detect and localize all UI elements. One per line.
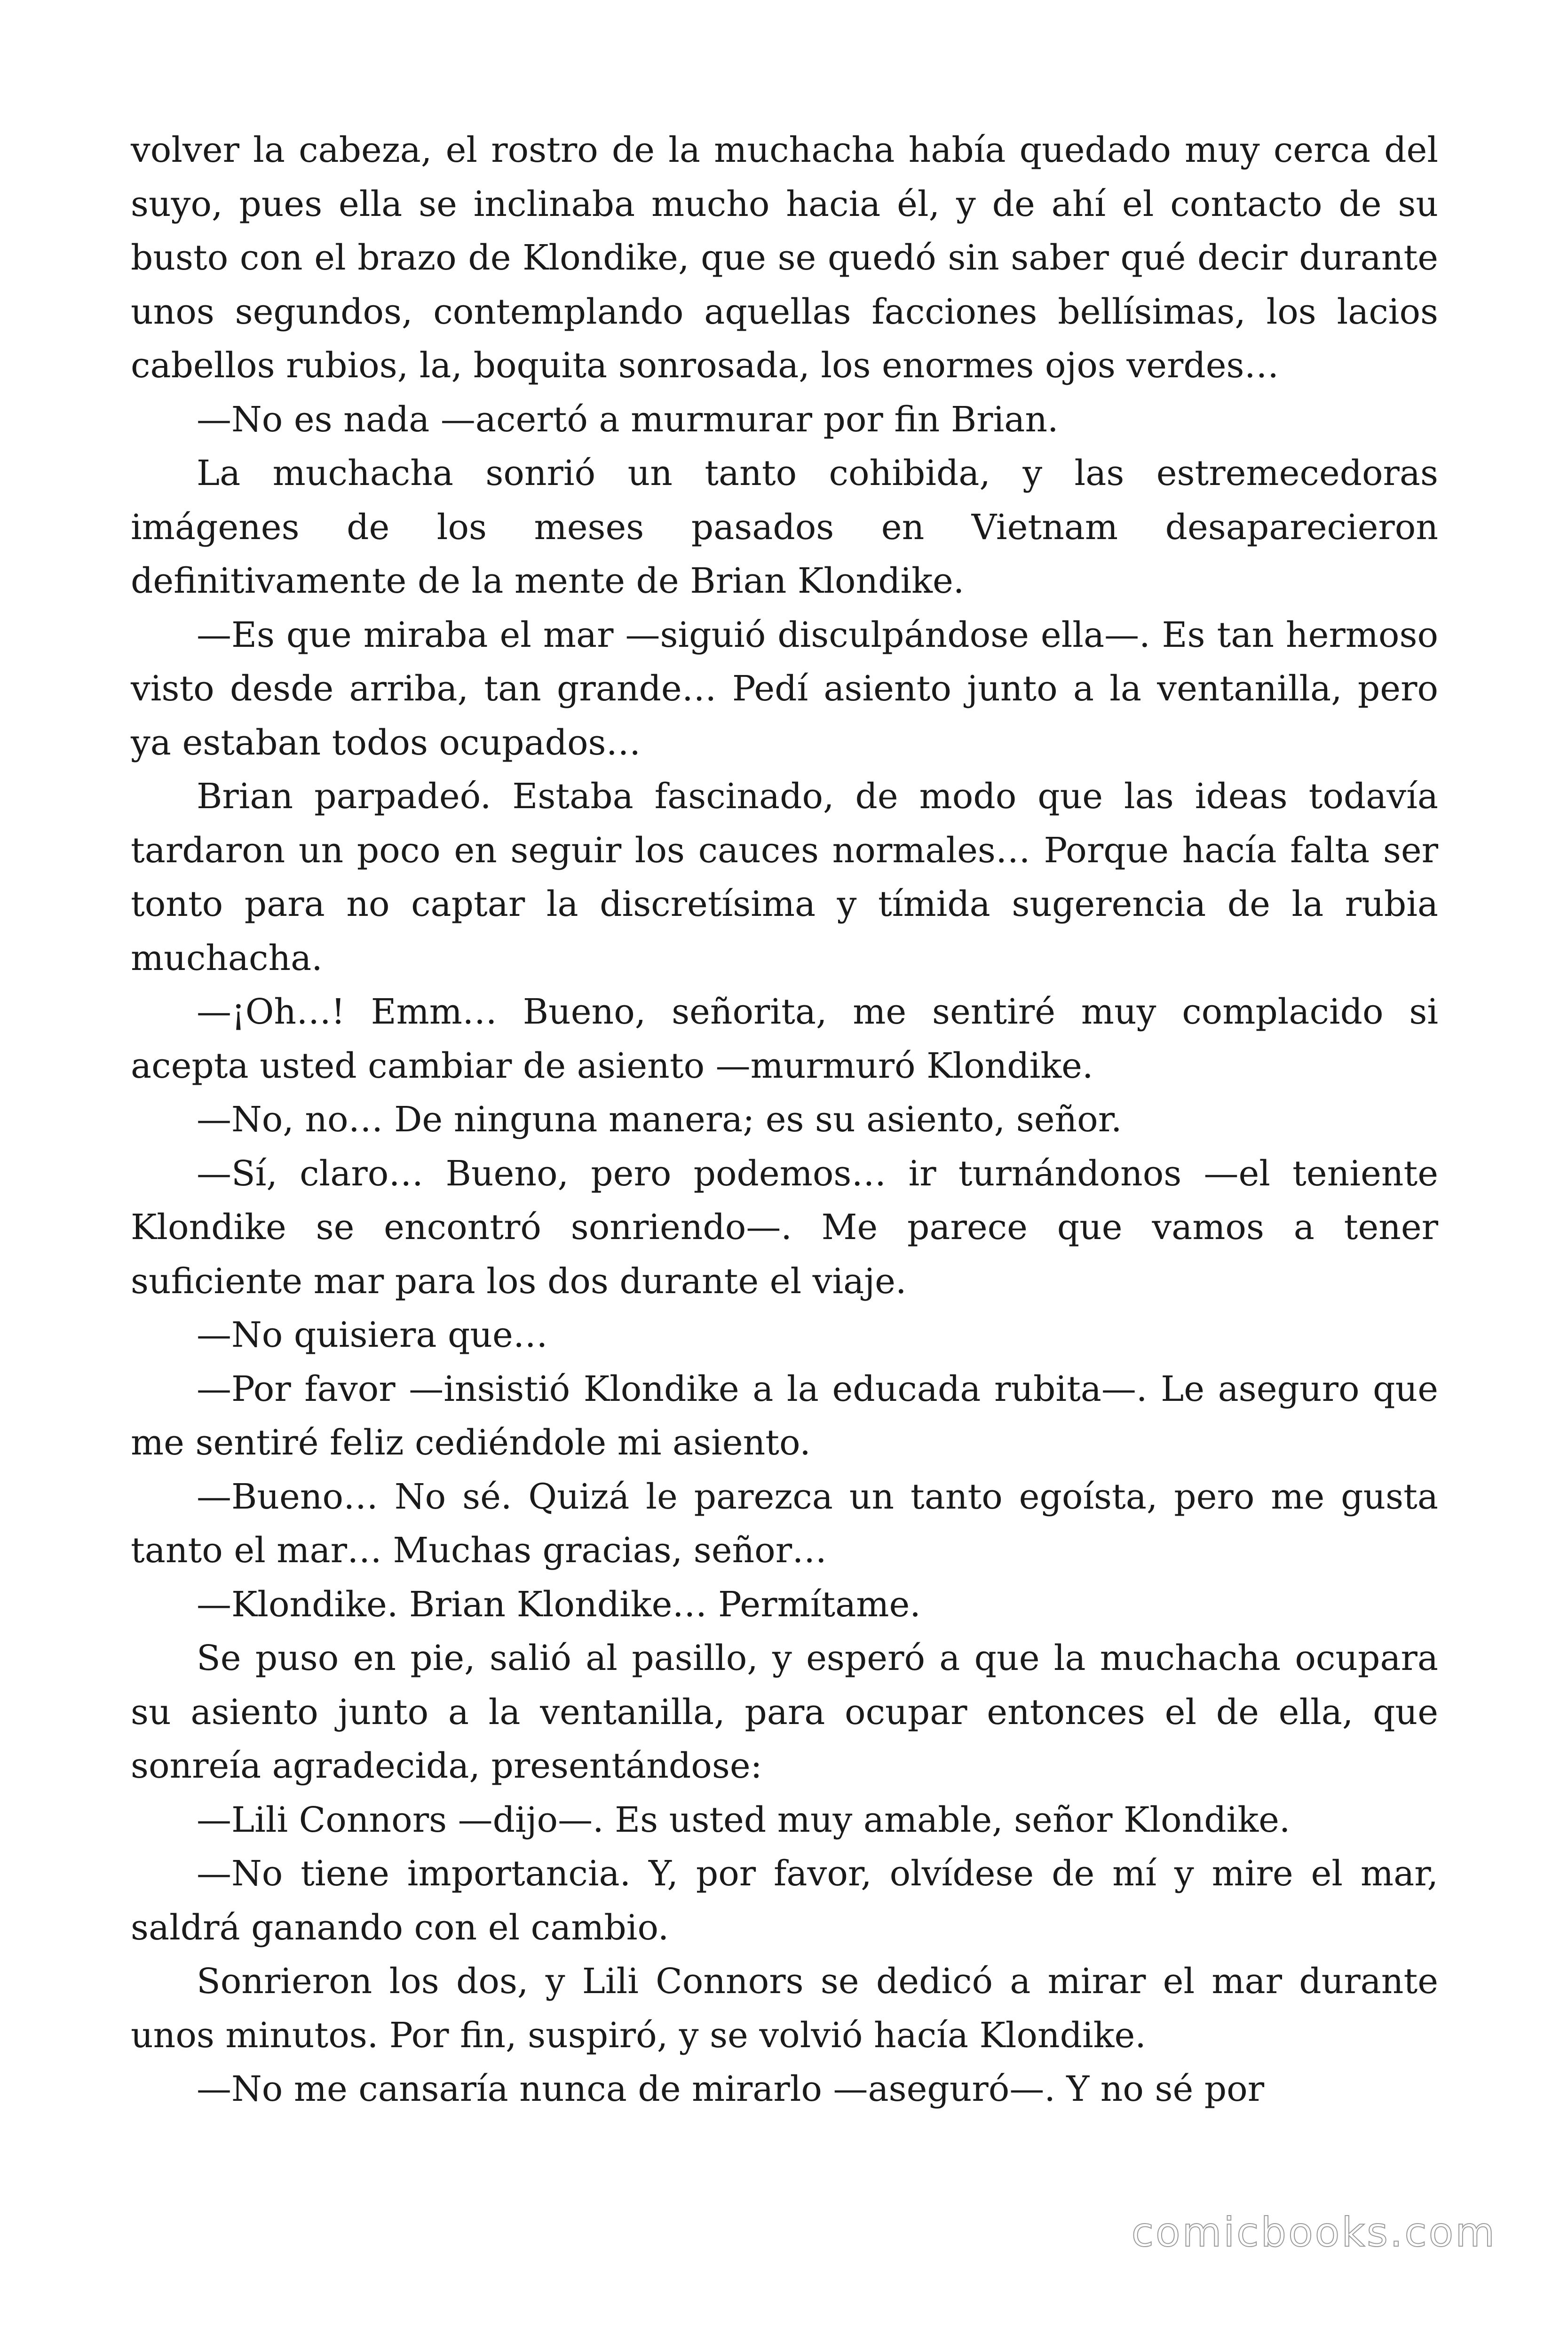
paragraph: —No, no… De ninguna manera; es su asiento, señor. — [197, 1099, 1122, 1140]
paragraph: —Bueno… No sé. Quizá le parezca un tanto egoísta, pero me gusta tanto el mar… Muchas gracias, señor… — [131, 1476, 1438, 1571]
paragraph: —No quisiera que… — [197, 1315, 548, 1355]
paragraph: —Sí, claro… Bueno, pero podemos… ir turnándonos —el teniente Klondike se encontró sonriendo—. Me parece que vamos a tener suficiente mar para los dos durante el viaje. — [131, 1153, 1438, 1302]
paragraph: —Klondike. Brian Klondike… Permítame. — [197, 1584, 921, 1625]
paragraph: La muchacha sonrió un tanto cohibida, y las estremecedoras imágenes de los meses pasados en Vietnam desaparecieron definitivamente de la mente de Brian Klondike. — [131, 453, 1438, 601]
watermark: comicbooks.com — [1131, 2209, 1497, 2256]
book-page-body — [131, 123, 1438, 2116]
paragraph: —No es nada —acertó a murmurar por fin Brian. — [197, 399, 1059, 440]
paragraph: —Por favor —insistió Klondike a la educada rubita—. Le aseguro que me sentiré feliz cediéndole mi asiento. — [131, 1368, 1438, 1463]
paragraph: —Lili Connors —dijo—. Es usted muy amable, señor Klondike. — [197, 1799, 1291, 1840]
paragraph: Se puso en pie, salió al pasillo, y esperó a que la muchacha ocupara su asiento junto a la ventanilla, para ocupar entonces el de ella, que sonreía agradecida, presentándose: — [131, 1638, 1438, 1786]
paragraph: —No tiene importancia. Y, por favor, olvídese de mí y mire el mar, saldrá ganando con el cambio. — [131, 1853, 1438, 1948]
paragraph: Brian parpadeó. Estaba fascinado, de modo que las ideas todavía tardaron un poco en seguir los cauces normales… Porque hacía falta ser tonto para no captar la discretísima y tímida sugerencia de la rubia muchacha. — [131, 776, 1438, 978]
paragraph: —Es que miraba el mar —siguió disculpándose ella—. Es tan hermoso visto desde arriba, tan grande… Pedí asiento junto a la ventanilla, pero ya estaban todos ocupados… — [131, 614, 1438, 763]
paragraph: —No me cansaría nunca de mirarlo —aseguró—. Y no sé por — [197, 2069, 1265, 2109]
paragraph: —¡Oh…! Emm… Bueno, señorita, me sentiré muy complacido si acepta usted cambiar de asiento —murmuró Klondike. — [131, 992, 1438, 1086]
paragraph: Sonrieron los dos, y Lili Connors se dedicó a mirar el mar durante unos minutos. Por fin, suspiró, y se volvió hacía Klondike. — [131, 1961, 1438, 2056]
paragraph: volver la cabeza, el rostro de la muchacha había quedado muy cerca del suyo, pues ella se inclinaba mucho hacia él, y de ahí el contacto de su busto con el brazo de Klondike, que se quedó sin saber qué decir durante unos segundos, contemplando aquellas facciones bellísimas, los lacios cabellos rubios, la, boquita sonrosada, los enormes ojos verdes… — [131, 130, 1438, 386]
